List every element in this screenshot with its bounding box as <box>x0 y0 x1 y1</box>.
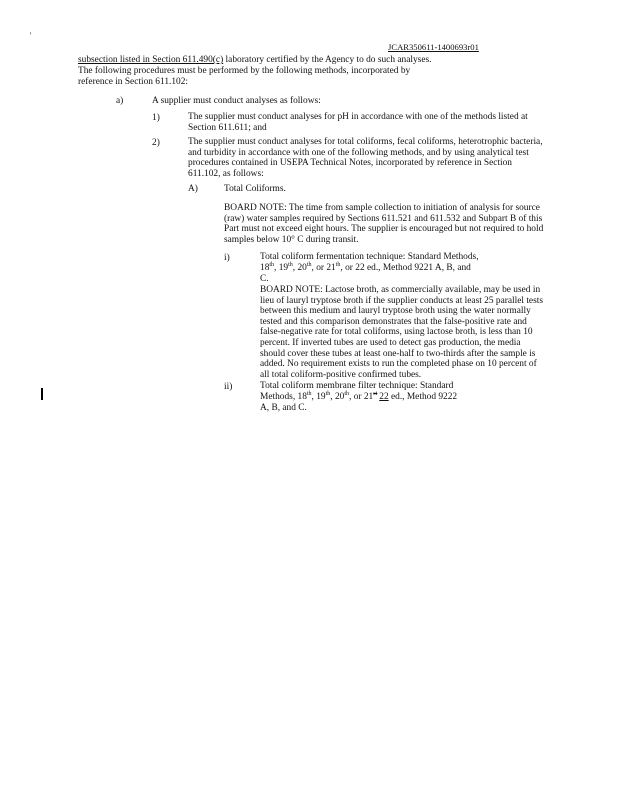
item-i-line-3: C. <box>260 274 269 284</box>
board-note-lactose: BOARD NOTE: Lactose broth, as commercially available, may be used in lieu of lauryl tryptose broth if the supplier conducts at least 25 parallel tests between this medium and lauryl tryptose broth using the water normally tested and this comparison demonstrates that the false-positive rate and false-negative rate for total coliforms, using lactose broth, is less than 10 percent. If inverted tubes are used to detect gas production, the media should cover these tubes at least one-half to two-thirds after the sample is added. No requirement exists to run the completed phase on 10 percent of all total coliform-positive confirmed tubes. <box>260 285 543 380</box>
scan-mark: ' <box>30 31 32 40</box>
item-2-text: The supplier must conduct analyses for total coliforms, fecal coliforms, heterotrophic bacteria, and turbidity in accordance with one of the following methods, and by using analytical test procedures contained in USEPA Technical Notes, incorporated by reference in Section 611.102, as follows: <box>188 137 543 179</box>
item-a-label: a) <box>116 96 124 106</box>
item-ii-label: ii) <box>224 382 233 392</box>
board-note-transit: BOARD NOTE: The time from sample collection to initiation of analysis for source (raw) water samples required by Sections 611.521 and 611.532 and Subpart B of this Part must not exceed eight hours. The supplier is encouraged but not required to hold samples below 10° C during transit. <box>224 203 544 245</box>
item-i-line-2: 18th, 19th, 20th, or 21th, or 22 ed., Method 9221 A, B, and <box>260 261 471 273</box>
item-A-label: A) <box>188 184 198 194</box>
revision-bar <box>41 388 43 400</box>
intro-line-3: reference in Section 611.102: <box>78 77 189 87</box>
item-i-label: i) <box>224 253 230 263</box>
item-A-text: Total Coliforms. <box>224 184 286 194</box>
intro-line-2: The following procedures must be performed by the following methods, incorporated by <box>78 66 411 76</box>
item-ii-line-1: Total coliform membrane filter technique: Standard <box>260 381 454 391</box>
item-2-label: 2) <box>152 138 160 148</box>
item-ii-line-3: A, B, and C. <box>260 403 307 413</box>
item-ii-line-2: Methods, 18th, 19th, 20th, or 21st 22 ed., Method 9222 <box>260 390 458 402</box>
intro-line-1: subsection listed in Section 611.490(c) laboratory certified by the Agency to do such analyses. <box>78 55 432 65</box>
item-1-text: The supplier must conduct analyses for pH in accordance with one of the methods listed at Section 611.611; and <box>188 112 528 133</box>
item-1-label: 1) <box>152 113 160 123</box>
item-i-line-1: Total coliform fermentation technique: Standard Methods, <box>260 252 479 262</box>
item-a-text: A supplier must conduct analyses as follows: <box>152 96 321 106</box>
document-code: JCAR350611-1400693r01 <box>388 42 479 52</box>
